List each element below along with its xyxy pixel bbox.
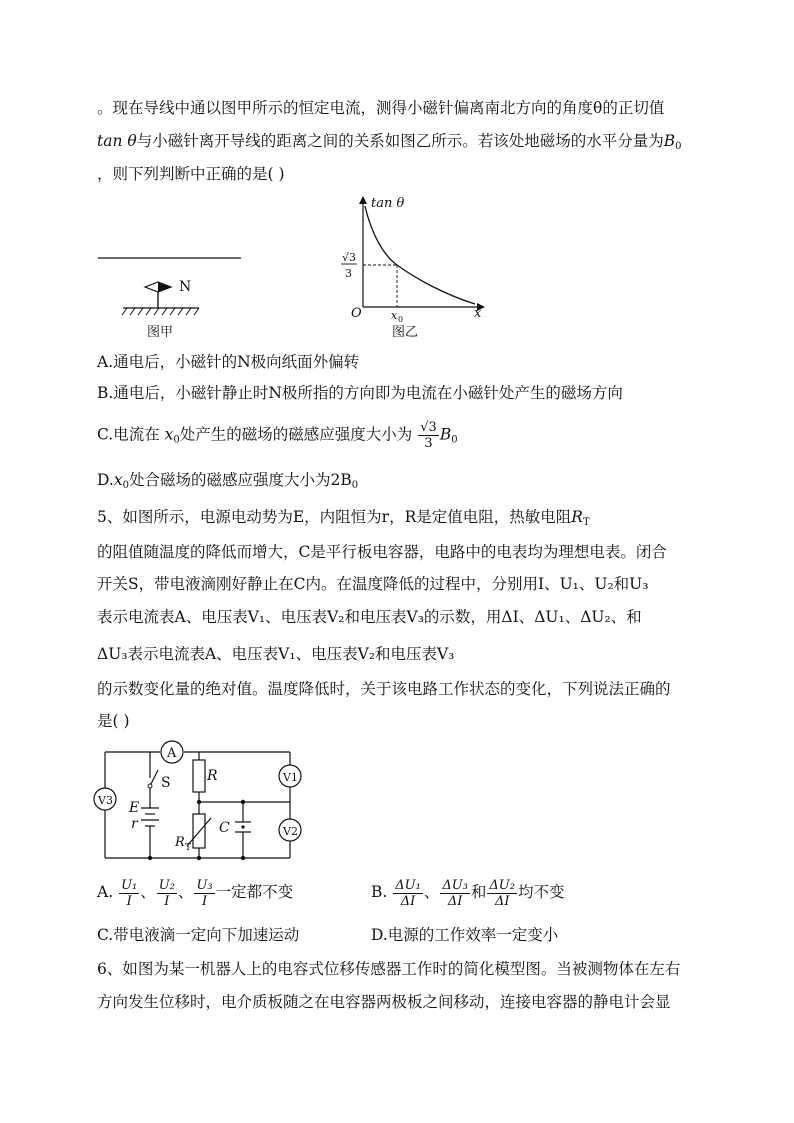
q5b-frac-1 bbox=[393, 878, 423, 909]
yi-ylabel: tan θ bbox=[371, 196, 405, 211]
q5-l1-text: 5、如图所示，电源电动势为E，内阻恒为r，R是定值电阻，热敏电阻 bbox=[97, 508, 572, 526]
v2-label: V2 bbox=[283, 825, 298, 838]
q5a-frac-1 bbox=[119, 878, 139, 909]
v1-label: V1 bbox=[283, 771, 298, 784]
d-sub: 0 bbox=[351, 480, 359, 491]
switch-label: S bbox=[161, 775, 171, 791]
q5b-f1n: ΔU₁ bbox=[395, 877, 421, 893]
q5b-and: 和 bbox=[470, 883, 487, 901]
q5-option-a bbox=[97, 874, 293, 910]
yi-xtick-sub: 0 bbox=[398, 315, 404, 324]
q5-option-c: C.带电液滴一定向下加速运动 bbox=[97, 926, 300, 944]
fig-yi-caption: 图乙 bbox=[392, 325, 419, 340]
internal-r-label: r bbox=[131, 816, 138, 832]
q5-line-4: 表示电流表A、电压表V₁、电压表V₂和电压表V₃的示数，用ΔI、ΔU₁、ΔU₂、和 bbox=[97, 608, 642, 626]
rt-sub-label: T bbox=[185, 843, 192, 853]
q5-line-5: ΔU₃表示电流表A、电压表V₁、电压表V₂和电压表V₃ bbox=[97, 645, 455, 663]
circuit-diagram bbox=[95, 738, 305, 866]
q5-line-1 bbox=[97, 507, 590, 533]
c-xsub: 0 bbox=[173, 434, 180, 446]
q5-option-b bbox=[371, 874, 565, 910]
q5b-f3n: ΔU₂ bbox=[489, 877, 515, 893]
north-label: N bbox=[179, 279, 192, 295]
rt-label: R bbox=[175, 835, 185, 850]
yi-ytick-num: √3 bbox=[342, 251, 357, 264]
q5a-f1d: I bbox=[126, 893, 132, 909]
c-x: x bbox=[164, 425, 174, 444]
c-den: 3 bbox=[424, 436, 433, 451]
c-num: √3 bbox=[420, 420, 437, 435]
q5a-f3d: I bbox=[201, 893, 208, 909]
q5b-f1d: ΔI bbox=[400, 893, 416, 909]
q5b-sep: 、 bbox=[423, 883, 440, 901]
q5-line-7: 是( ) bbox=[97, 712, 130, 730]
q5a-tail: 一定都不变 bbox=[215, 883, 294, 901]
b0-sub: 0 bbox=[675, 141, 682, 152]
d-mid: 处合磁场的磁感应强度大小为 bbox=[128, 471, 331, 489]
capacitor-label: C bbox=[219, 820, 230, 836]
tan-theta: tan θ bbox=[97, 132, 137, 150]
intro-line-2 bbox=[97, 131, 682, 157]
q5a-f3n: U₃ bbox=[196, 877, 213, 893]
q5a-f2d: I bbox=[164, 893, 170, 909]
q5a-frac-2 bbox=[157, 878, 177, 909]
q6-line-1: 6、如图为某一机器人上的电容式位移传感器工作时的简化模型图。当被测物体在左右 bbox=[97, 960, 681, 978]
q5-rt-sub: T bbox=[582, 517, 590, 528]
b0-symbol: B bbox=[663, 132, 676, 150]
q5-option-d: D.电源的工作效率一定变小 bbox=[371, 926, 559, 944]
d-xsub: 0 bbox=[122, 480, 129, 491]
q4-option-d bbox=[97, 470, 358, 496]
c-pre: C.电流在 bbox=[97, 425, 160, 444]
q5a-f1n: U₁ bbox=[121, 877, 138, 893]
intro-line-1: 。现在导线中通以图甲所示的恒定电流，测得小磁针偏离南北方向的角度θ的正切值 bbox=[97, 99, 665, 117]
q5b-tail: 均不变 bbox=[517, 883, 565, 901]
q5-line-2: 的阻值随温度的降低而增大，C是平行板电容器，电路中的电表均为理想电表。闭合 bbox=[97, 543, 667, 561]
intro-line-3: ，则下列判断中正确的是( ) bbox=[97, 165, 285, 183]
q5b-f2n: ΔU₃ bbox=[442, 877, 468, 893]
q5a-sep-2: 、 bbox=[177, 883, 194, 901]
emf-label: E bbox=[129, 800, 140, 816]
fig-jia-caption: 图甲 bbox=[147, 325, 174, 340]
q4-option-c bbox=[97, 420, 458, 455]
q5-line-3: 开关S，带电液滴刚好静止在C内。在温度降低的过程中，分别用I、U₁、U₂和U₃ bbox=[97, 575, 649, 593]
intro-line-2-text: 与小磁针离开导线的距离之间的关系如图乙所示。若该处地磁场的水平分量为 bbox=[136, 132, 664, 150]
d-pre: D. bbox=[97, 471, 114, 489]
q5b-f3d: ΔI bbox=[494, 893, 510, 909]
c-b: B bbox=[439, 425, 452, 444]
figure-yi bbox=[335, 190, 495, 345]
q4-option-a: A.通电后，小磁针的N极向纸面外偏转 bbox=[97, 353, 360, 371]
q5b-frac-2 bbox=[440, 878, 470, 909]
v3-label: V3 bbox=[98, 794, 113, 807]
q5a-f2n: U₂ bbox=[158, 877, 175, 893]
ammeter-label: A bbox=[167, 746, 177, 761]
q5a-frac-3 bbox=[194, 878, 214, 909]
yi-origin: O bbox=[351, 306, 362, 321]
yi-ytick-den: 3 bbox=[345, 267, 352, 280]
q6-line-2: 方向发生位移时，电介质板随之在电容器两极板之间移动，连接电容器的静电计会显 bbox=[97, 993, 671, 1011]
c-mid: 处产生的磁场的磁感应强度大小为 bbox=[179, 425, 413, 444]
q5a-sep-1: 、 bbox=[140, 883, 156, 901]
q5-rt: R bbox=[571, 508, 583, 526]
c-bsub: 0 bbox=[451, 434, 458, 446]
yi-xtick: x bbox=[391, 309, 398, 322]
q5b-label: B. bbox=[371, 883, 388, 901]
c-fraction bbox=[418, 420, 439, 451]
q5b-frac-3 bbox=[487, 878, 517, 909]
d-x: x bbox=[113, 471, 123, 489]
q5b-f2d: ΔI bbox=[447, 893, 463, 909]
d-val: 2B bbox=[330, 471, 352, 489]
yi-xlabel: x bbox=[474, 306, 482, 321]
q5a-label: A. bbox=[97, 883, 114, 901]
q5-line-6: 的示数变化量的绝对值。温度降低时，关于该电路工作状态的变化，下列说法正确的 bbox=[97, 680, 671, 698]
figure-jia bbox=[95, 240, 255, 340]
r-label: R bbox=[207, 768, 218, 784]
q4-option-b: B.通电后，小磁针静止时N极所指的方向即为电流在小磁针处产生的磁场方向 bbox=[97, 384, 623, 402]
